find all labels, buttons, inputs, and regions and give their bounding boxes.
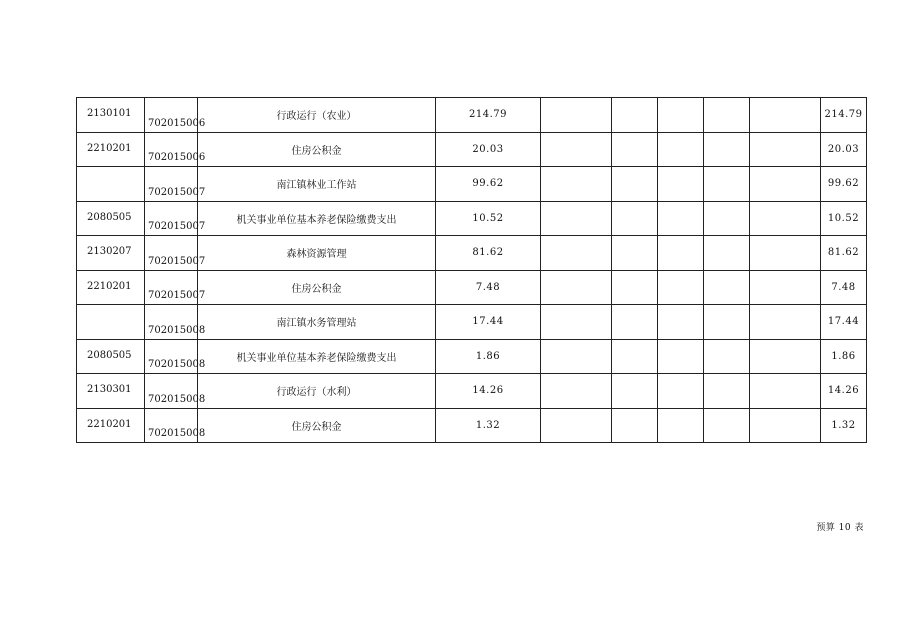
empty-cell [750,236,821,271]
empty-cell [612,98,658,133]
table-row [77,305,867,340]
total-amount-cell: 1.32 [436,408,541,443]
last-amount-cell: 99.62 [821,167,867,202]
empty-cell [612,236,658,271]
unit-code-cell: 702015007 [145,270,198,305]
function-code-cell: 2080505 [77,339,145,374]
empty-cell [704,305,750,340]
empty-cell [658,201,704,236]
function-code-cell [77,167,145,202]
unit-code-cell: 702015008 [145,374,198,409]
empty-cell [750,132,821,167]
item-name-cell: 行政运行（水利） [198,374,436,409]
empty-cell [612,408,658,443]
empty-cell [612,339,658,374]
empty-cell [541,98,612,133]
empty-cell [541,132,612,167]
last-amount-cell: 10.52 [821,201,867,236]
empty-cell [612,270,658,305]
last-amount-cell: 14.26 [821,374,867,409]
item-name-cell: 南江镇林业工作站 [198,167,436,202]
empty-cell [704,201,750,236]
empty-cell [704,339,750,374]
empty-cell [750,98,821,133]
empty-cell [612,201,658,236]
last-amount-cell: 81.62 [821,236,867,271]
empty-cell [658,236,704,271]
empty-cell [541,270,612,305]
function-code-cell: 2130301 [77,374,145,409]
empty-cell [612,132,658,167]
table-row [77,167,867,202]
last-amount-cell: 214.79 [821,98,867,133]
empty-cell [704,374,750,409]
last-amount-cell: 1.86 [821,339,867,374]
table-row [77,98,867,133]
item-name-cell: 机关事业单位基本养老保险缴费支出 [198,339,436,374]
function-code-cell: 2130101 [77,98,145,133]
item-name-cell: 森林资源管理 [198,236,436,271]
item-name-cell: 机关事业单位基本养老保险缴费支出 [198,201,436,236]
empty-cell [704,167,750,202]
total-amount-cell: 20.03 [436,132,541,167]
function-code-cell: 2080505 [77,201,145,236]
empty-cell [658,270,704,305]
total-amount-cell: 1.86 [436,339,541,374]
total-amount-cell: 81.62 [436,236,541,271]
empty-cell [750,201,821,236]
table-row [77,374,867,409]
unit-code-cell: 702015008 [145,339,198,374]
empty-cell [750,305,821,340]
function-code-cell: 2130207 [77,236,145,271]
empty-cell [750,408,821,443]
total-amount-cell: 17.44 [436,305,541,340]
total-amount-cell: 14.26 [436,374,541,409]
empty-cell [658,167,704,202]
empty-cell [704,236,750,271]
empty-cell [541,305,612,340]
function-code-cell: 2210201 [77,408,145,443]
empty-cell [658,305,704,340]
table-row [77,132,867,167]
table-row [77,236,867,271]
unit-code-cell: 702015008 [145,408,198,443]
unit-code-cell: 702015006 [145,98,198,133]
empty-cell [750,167,821,202]
empty-cell [541,236,612,271]
empty-cell [704,98,750,133]
empty-cell [750,270,821,305]
total-amount-cell: 7.48 [436,270,541,305]
item-name-cell: 住房公积金 [198,270,436,305]
empty-cell [704,408,750,443]
empty-cell [612,167,658,202]
empty-cell [541,339,612,374]
empty-cell [704,270,750,305]
empty-cell [704,132,750,167]
budget-table [76,97,867,443]
empty-cell [658,339,704,374]
unit-code-cell: 702015007 [145,236,198,271]
total-amount-cell: 99.62 [436,167,541,202]
empty-cell [658,98,704,133]
empty-cell [541,167,612,202]
last-amount-cell: 7.48 [821,270,867,305]
table-row [77,408,867,443]
table-row [77,339,867,374]
empty-cell [658,374,704,409]
empty-cell [658,132,704,167]
table-body [77,98,867,443]
total-amount-cell: 214.79 [436,98,541,133]
empty-cell [612,305,658,340]
empty-cell [541,408,612,443]
footer-note: 预算 10 表 [816,523,864,533]
empty-cell [541,201,612,236]
item-name-cell: 住房公积金 [198,408,436,443]
function-code-cell: 2210201 [77,270,145,305]
unit-code-cell: 702015007 [145,201,198,236]
total-amount-cell: 10.52 [436,201,541,236]
table-row [77,270,867,305]
empty-cell [541,374,612,409]
empty-cell [750,339,821,374]
last-amount-cell: 1.32 [821,408,867,443]
function-code-cell [77,305,145,340]
table-row [77,201,867,236]
empty-cell [750,374,821,409]
item-name-cell: 南江镇水务管理站 [198,305,436,340]
unit-code-cell: 702015007 [145,167,198,202]
empty-cell [658,408,704,443]
unit-code-cell: 702015006 [145,132,198,167]
item-name-cell: 行政运行（农业） [198,98,436,133]
empty-cell [612,374,658,409]
function-code-cell: 2210201 [77,132,145,167]
last-amount-cell: 17.44 [821,305,867,340]
item-name-cell: 住房公积金 [198,132,436,167]
last-amount-cell: 20.03 [821,132,867,167]
unit-code-cell: 702015008 [145,305,198,340]
